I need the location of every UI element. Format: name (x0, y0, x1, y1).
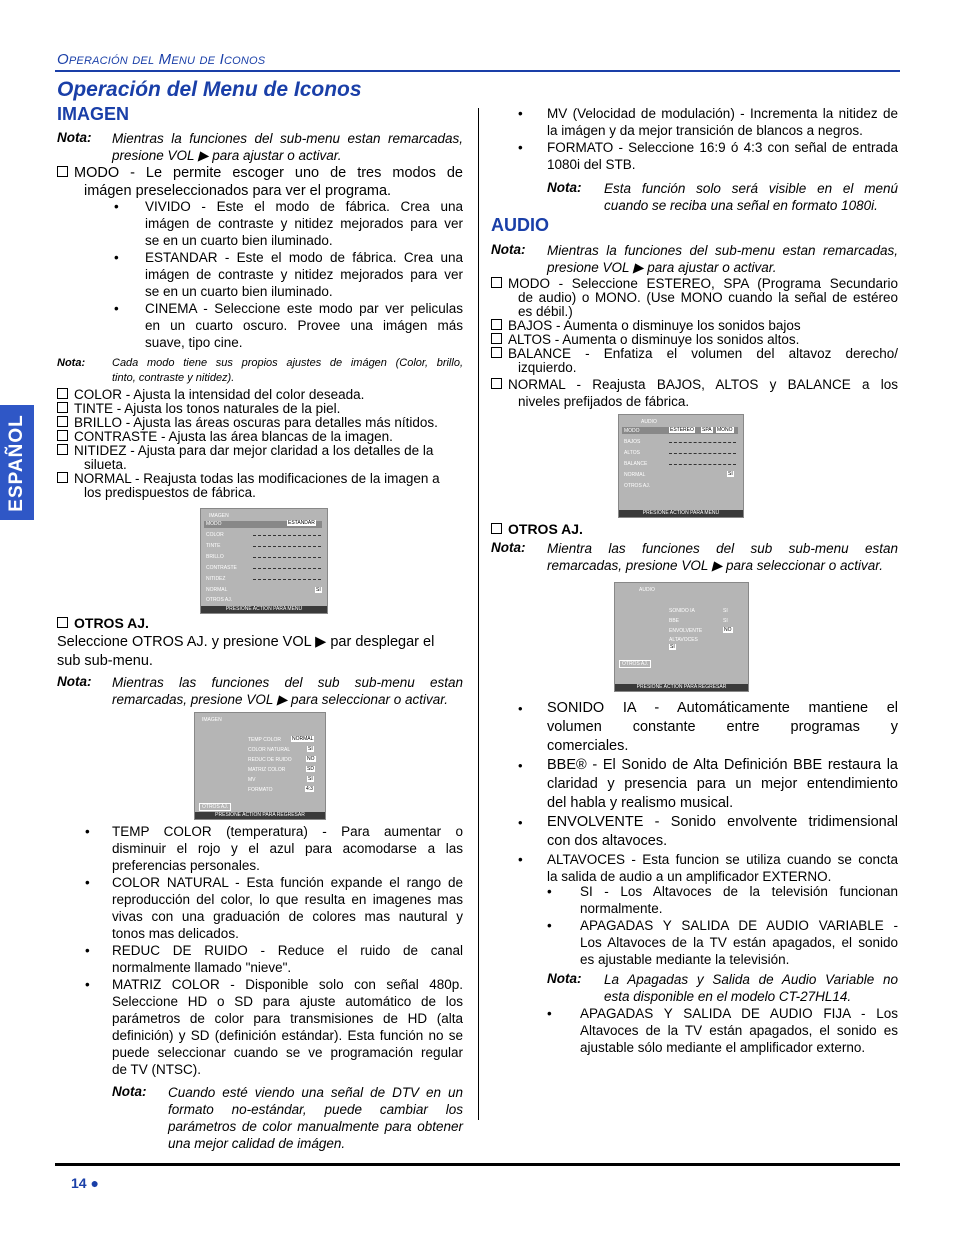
note-label: Nota: (547, 180, 582, 195)
note-label: Nota: (57, 674, 92, 689)
imagen-heading: IMAGEN (57, 104, 129, 124)
dtv-note: Cuando esté viendo una señal de DTV en un formato no-estándar, puede cambiar los parámetros de color manualmente para obtener una mejor calidad de imágen. (168, 1085, 463, 1151)
altavoces-fija: • APAGADAS Y SALIDA DE AUDIO FIJA - Los Altavoces de la TV están apagados, el sonido es ajustable sólo mediante el amplificador externo. (547, 1006, 898, 1055)
footer-rule (55, 1163, 900, 1166)
altavoces-sub: • SI - Los Altavoces de la televisión funcionan normalmente. • APAGADAS Y SALIDA DE AUDIO VARIABLE - Los Altavoces de la TV están apagados, el sonido es ajustable mediante la televisión. (547, 884, 898, 967)
imagen-note: Mientras la funciones del sub-menu estan remarcadas, presione VOL ▶ para ajustar o activar. (112, 131, 463, 163)
audio-items: MODO - Seleccione ESTEREO, SPA (Programa Secundario de audio) o MONO. (Use MONO cuando la señal de estéreo es débil.) BAJOS - Aumenta o disminuye los sonidos bajos ALTOS - Aumenta o disminuye los sonidos altos. BALANCE - Enfatiza el volumen del altavoz derecho/ izquierdo. NORMAL - Reajusta BAJOS, ALTOS y BALANCE a los niveles prefijados de fábrica. (491, 277, 898, 409)
modes-list: • VIVIDO - Este el modo de fábrica. Crea una imágen de contraste y nitidez mejorados para ver se en un cuarto bien iluminado. • ESTANDAR - Este el modo de fábrica. Crea una imágen de contraste y nitidez mejorados para ver se en un cuarto bien iluminado. • CINEMA - Seleccione este modo par ver peliculas en un cuarto oscuro. Provee una imágen más suave, tipo cine. (114, 199, 463, 350)
note-label: Nota: (112, 1084, 147, 1099)
header-rule (55, 70, 900, 72)
column-divider (478, 108, 479, 1120)
page-number: 14 ● (71, 1175, 99, 1191)
audio-otros-note: Mientra las funciones del sub sub-menu estan remarcadas, presione VOL ▶ para seleccionar o activar. (547, 541, 898, 573)
note-label: Nota: (547, 971, 582, 986)
audio-otros-heading: OTROS AJ. (491, 521, 583, 537)
page-title: Operación del Menu de Iconos (57, 78, 362, 101)
imagen-items: COLOR - Ajusta la intensidad del color deseada. TINTE - Ajusta los tonos naturales de la piel. BRILLO - Ajusta las áreas oscuras para detalles más nítidos. CONTRASTE - Ajusta las área blancas de la imagen. NITIDEZ - Ajusta para dar mejor claridad a los detalles de la silueta. NORMAL - Reajusta todas las modificaciones de la imagen a los predispuestos de fábrica. (57, 388, 463, 500)
imagen-submenu-screenshot: IMAGEN TEMP COLOR NORMAL COLOR NATURAL SI REDUC DE RUIDO NO MATRIZ COLOR SD MV SI FORMATO 4:3 OTROS AJ. PRESIONE ACTION PARA REGRESAR (194, 712, 326, 820)
otros-bullets: • TEMP COLOR (temperatura) - Para aumentar o disminuir el rojo y el azul para acomodarse a las preferencias personales. • COLOR NATURAL - Esta función expande el rango de reproducción del color, lo que resulta en imagenes mas vivas con una graduación de colores mas nautural y tonos mas delicados. • REDUC DE RUIDO - Reduce el ruido de canal normalmente llamado "nieve". • MATRIZ COLOR - Disponible solo con señal 480p. Seleccione HD o SD para ajuste automático de los parámetros de color para transmisiones de HD (alta definición) y SD (definición estándar). Esta función no se puede seleccionar cuando se ve programación regular de TV (NTSC). (85, 824, 463, 1077)
audio-note: Mientras la funciones del sub-menu estan remarcadas, presione VOL ▶ para ajustar o activar. (547, 243, 898, 275)
mv-formato-bullets: • MV (Velocidad de modulación) - Incrementa la nitidez de la imágen y da mejor transición de blancos a negros. • FORMATO - Seleccione 16:9 ó 4:3 con señal de entrada 1080i del STB. (518, 106, 898, 172)
language-side-tab: ESPAÑOL (0, 405, 34, 520)
otros-paragraph: Seleccione OTROS AJ. y presione VOL ▶ par desplegar el sub sub-menu. (57, 634, 435, 669)
note-label: Nota: (491, 540, 526, 555)
modes-note: Cada modo tiene sus propios ajustes de imágen (Color, brillo, tinto, contraste y nitidez). (112, 357, 463, 384)
altavoces-note: La Apagadas y Salida de Audio Variable no esta disponible en el modelo CT-27HL14. (604, 972, 898, 1004)
note-1080i: Esta función solo será visible en el menú cuando se reciba una señal en formato 1080i. (604, 181, 898, 213)
audio-heading: AUDIO (491, 215, 549, 235)
otros-heading: OTROS AJ. (57, 615, 149, 631)
note-label: Nota: (57, 130, 92, 145)
audio-submenu-screenshot: AUDIO SONIDO IA SI BBE SI ENVOLVENTE NO ALTAVOCES SI OTROS AJ. PRESIONE ACTION PARA REGRESAR (614, 582, 749, 692)
audio-menu-screenshot: AUDIO MODO ESTEREO SPA MONO BAJOS ALTOS BALANCE NORMAL SI OTROS AJ. PRESIONE ACTION PARA MENU (618, 414, 744, 518)
running-header: Operación del Menu de Iconos (57, 51, 266, 68)
audio-big-bullets: • SONIDO IA - Automáticamente mantiene el volumen constante entre programas y comerciales. • BBE® - El Sonido de Alta Definición BBE restaura la claridad y presencia para un mejor entendimiento del habla y realismo musical. • ENVOLVENTE - Sonido envolvente tridimensional con dos altavoces. (518, 700, 898, 849)
note-label: Nota: (57, 357, 86, 369)
otros-note: Mientras las funciones del sub sub-menu estan remarcadas, presione VOL ▶ para seleccionar o activar. (112, 675, 463, 707)
altavoces-bullet: • ALTAVOCES - Esta funcion se utiliza cuando se concta la salida de audio a un amplificador EXTERNO. (518, 852, 898, 884)
imagen-menu-screenshot: IMAGEN MODO ESTANDAR COLOR TINTE BRILLO CONTRASTE NITIDEZ NORMAL SI OTROS AJ. PRESIONE ACTION PARA MENU (200, 508, 328, 614)
note-label: Nota: (491, 242, 526, 257)
modo-paragraph: MODO - Le permite escoger uno de tres modos de imágen preseleccionados para ver el programa. (57, 164, 463, 200)
